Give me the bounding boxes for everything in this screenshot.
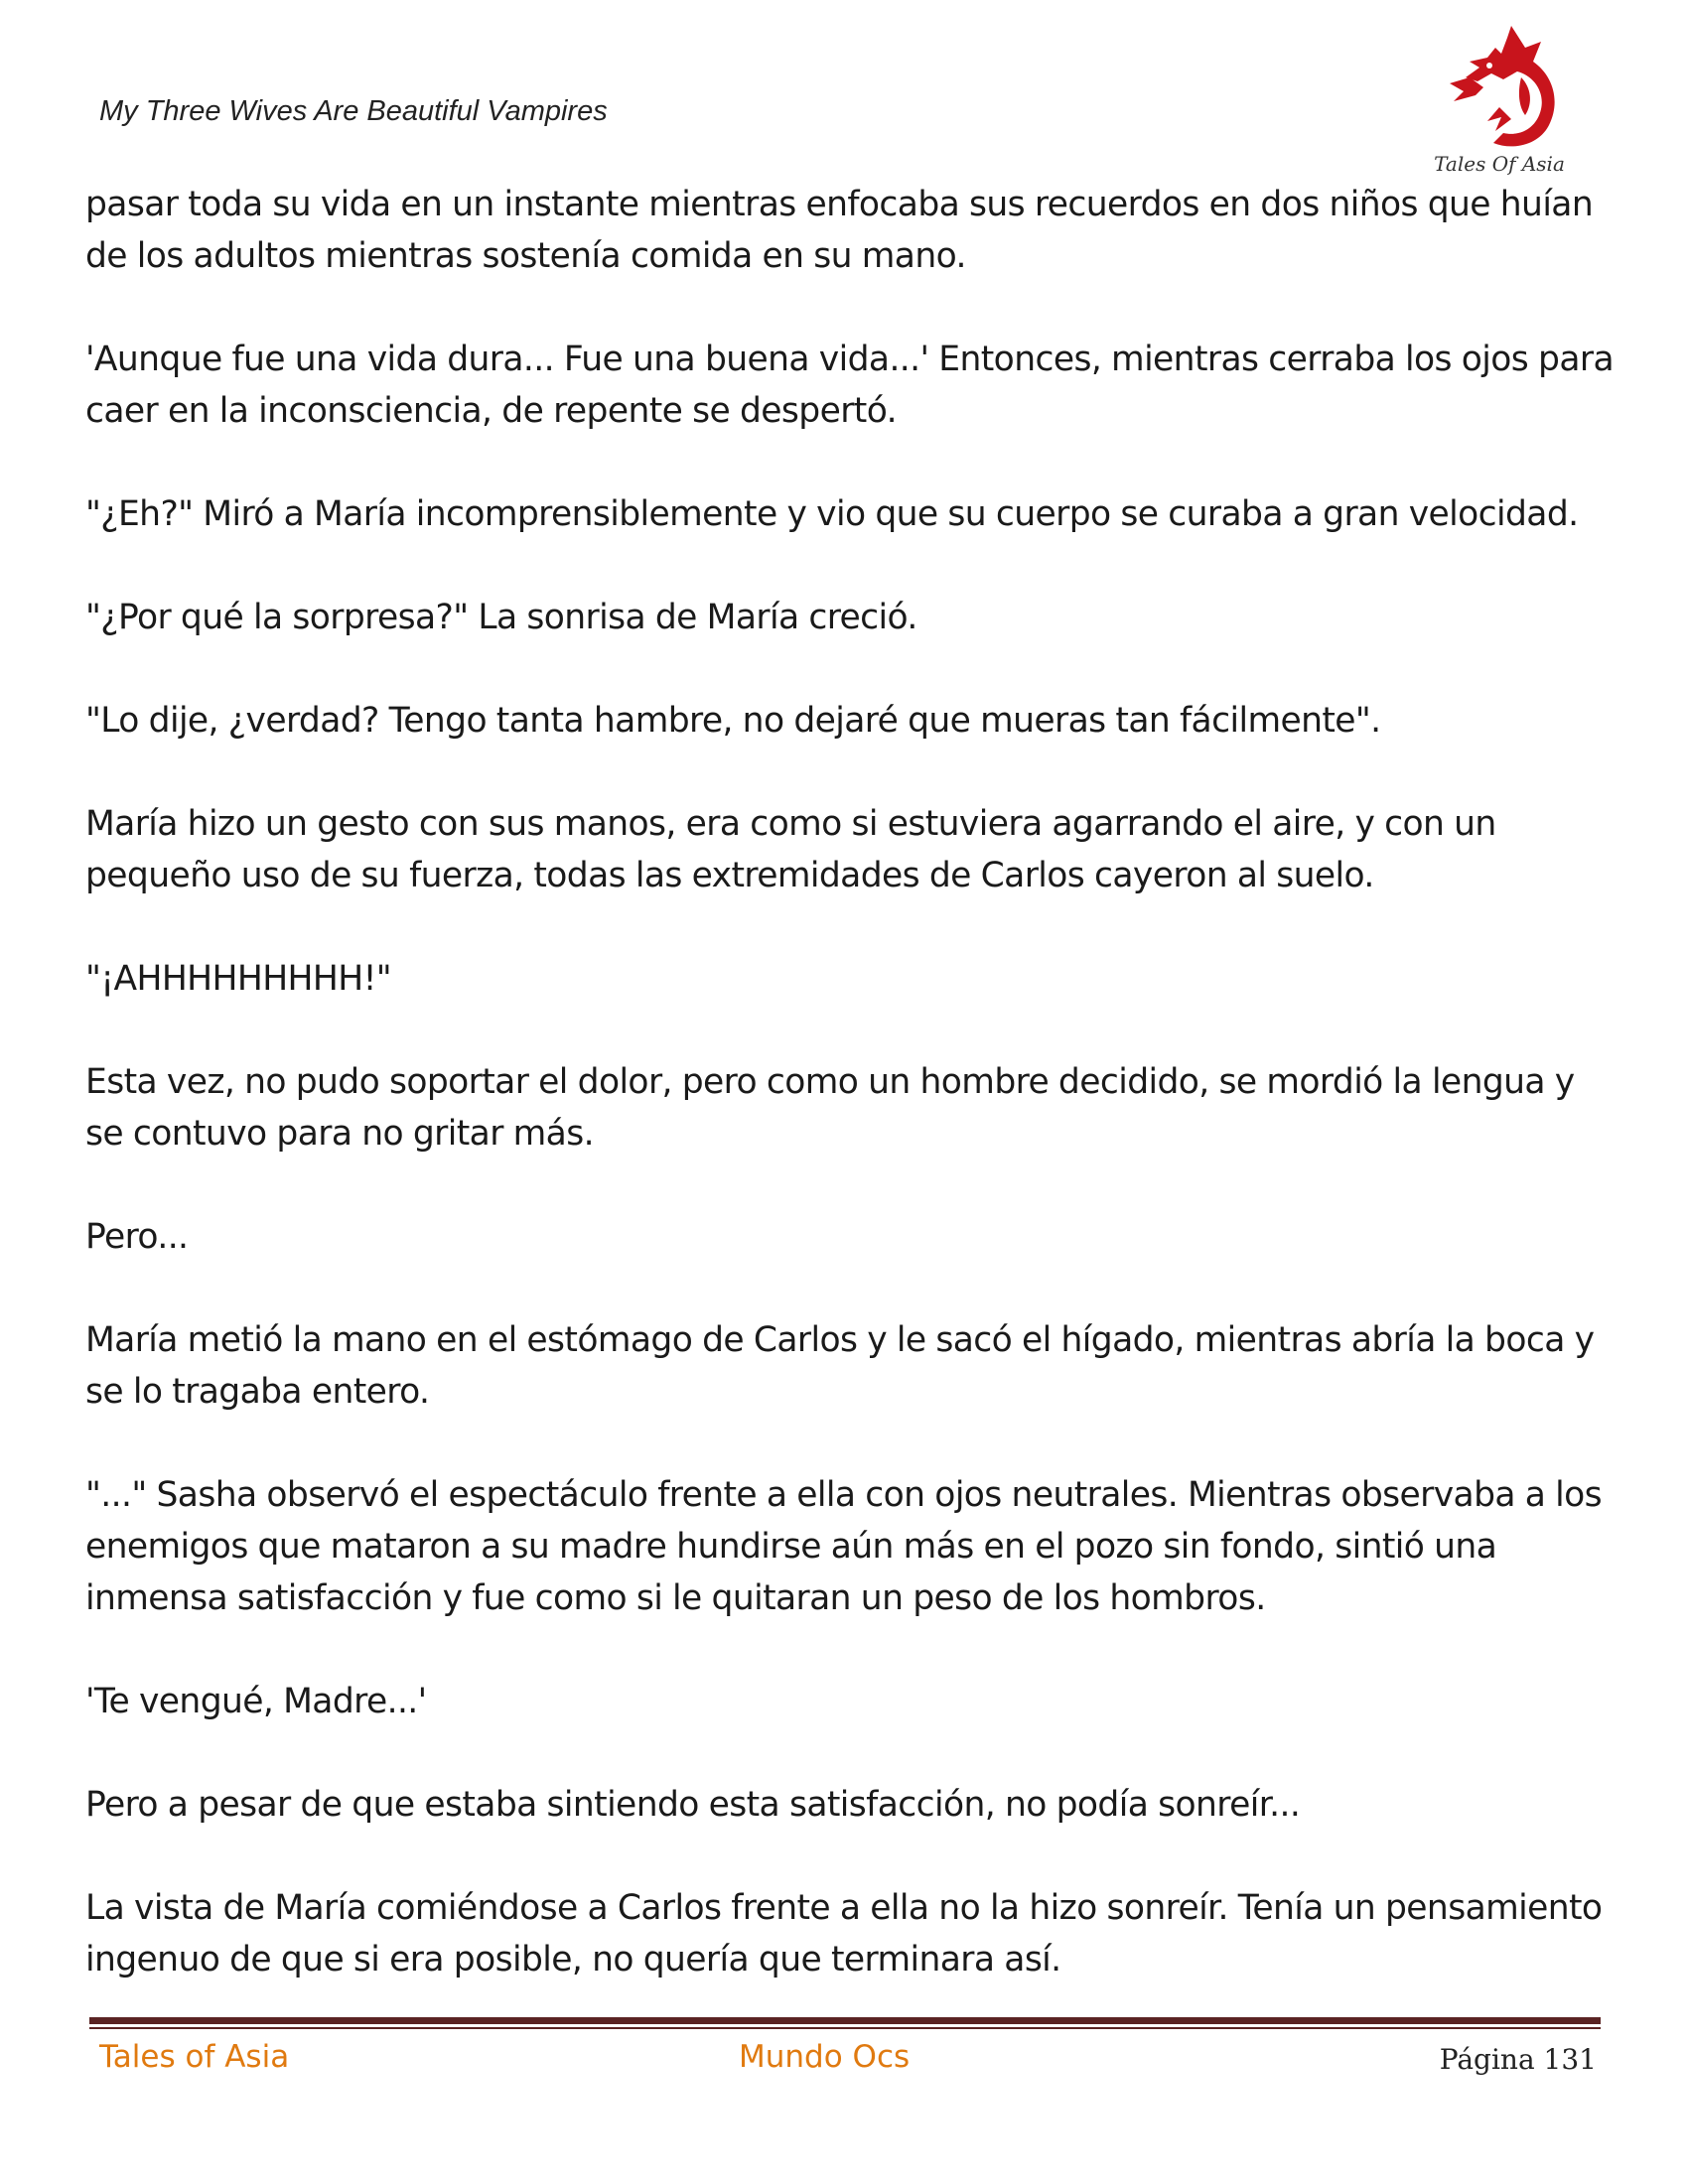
paragraph: 'Aunque fue una vida dura... Fue una buena vida...' Entonces, mientras cerraba los ojos para caer en la inconsciencia, de repente se despertó. xyxy=(85,340,1614,431)
paragraph: 'Te vengué, Madre...' xyxy=(85,1682,427,1721)
footer-section: Mundo Ocs xyxy=(739,2039,911,2075)
paragraph: María metió la mano en el estómago de Carlos y le sacó el hígado, mientras abría la boca y se lo tragaba entero. xyxy=(85,1320,1595,1412)
tales-of-asia-logo xyxy=(1430,18,1569,182)
paragraph: "Lo dije, ¿verdad? Tengo tanta hambre, no dejaré que mueras tan fácilmente". xyxy=(85,701,1381,741)
book-title: My Three Wives Are Beautiful Vampires xyxy=(99,95,608,127)
paragraph: Esta vez, no pudo soportar el dolor, pero como un hombre decidido, se mordió la lengua y se contuvo para no gritar más. xyxy=(85,1062,1575,1154)
footer-divider-thin xyxy=(89,2027,1601,2029)
paragraph: Pero a pesar de que estaba sintiendo esta satisfacción, no podía sonreír... xyxy=(85,1785,1301,1825)
page-number: Página 131 xyxy=(1439,2043,1597,2076)
logo-text: Tales Of Asia xyxy=(1434,152,1565,176)
footer-divider xyxy=(89,2017,1601,2024)
paragraph: La vista de María comiéndose a Carlos frente a ella no la hizo sonreír. Tenía un pensamiento ingenuo de que si era posible, no quería que terminara así. xyxy=(85,1888,1603,1979)
paragraph: María hizo un gesto con sus manos, era como si estuviera agarrando el aire, y con un pequeño uso de su fuerza, todas las extremidades de Carlos cayeron al suelo. xyxy=(85,804,1496,895)
paragraph: "¡AHHHHHHHHH!" xyxy=(85,959,392,999)
dragon-icon xyxy=(1430,18,1569,157)
paragraph: "¿Por qué la sorpresa?" La sonrisa de María creció. xyxy=(85,598,917,637)
paragraph: "..." Sasha observó el espectáculo frente a ella con ojos neutrales. Mientras observaba a los enemigos que mataron a su madre hundirse aún más en el pozo sin fondo, sintió una inmensa satisfacción y fue como si le quitaran un peso de los hombros. xyxy=(85,1475,1603,1618)
footer-site-name: Tales of Asia xyxy=(99,2039,290,2075)
page-body xyxy=(85,179,1615,1985)
paragraph: "¿Eh?" Miró a María incomprensiblemente y vio que su cuerpo se curaba a gran velocidad. xyxy=(85,494,1579,534)
paragraph: Pero... xyxy=(85,1217,189,1257)
paragraph: pasar toda su vida en un instante mientras enfocaba sus recuerdos en dos niños que huían de los adultos mientras sostenía comida en su mano. xyxy=(85,185,1594,276)
